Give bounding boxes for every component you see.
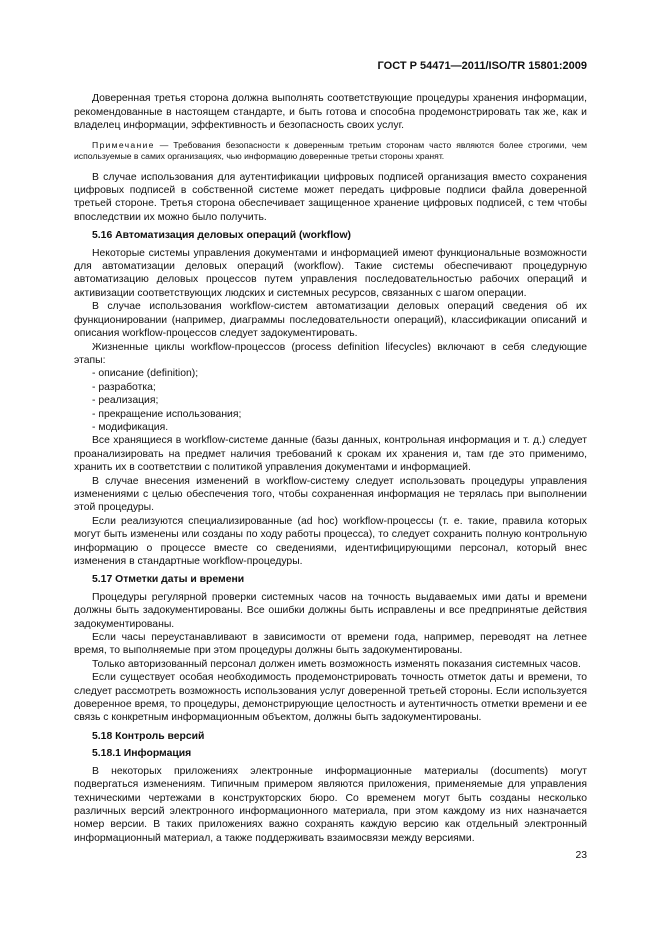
note-text: — Требования безопасности к доверенным третьим сторонам часто являются более строгими, чем используемые в самих организациях, чью информацию доверенные третьи стороны хранят. [74,139,587,162]
paragraph: В некоторых приложениях электронные информационные материалы (documents) могут подвергаться изменениям. Типичным примером являются приложения, применяемые для управления техническими чертежами в конструкторских бюро. Со временем могут быть созданы несколько различных версий электронного информационного материала, при этом каждому из них назначается номер версии. В таких приложениях важно сохранять каждую версию как отдельный электронный информационный материал, а также поддерживать взаимосвязи между версиями. [74,765,587,844]
subsection-heading-5-18-1: 5.18.1 Информация [92,748,192,760]
paragraph: В случае внесения изменений в workflow-систему следует использовать процедуры управления изменениями с целью обеспечения того, чтобы сохраненная информация не терялась при выполнении этой процедуры. [74,475,587,514]
paragraph: Только авторизованный персонал должен иметь возможность изменять показания системных часов. [92,658,581,670]
paragraph: Если часы переустанавливают в зависимости от времени года, например, переводят на летнее время, то выполняемые при этом процедуры должны быть задокументированы. [74,632,587,657]
section-heading-5-16: 5.16 Автоматизация деловых операций (workflow) [92,230,351,242]
paragraph: Жизненные циклы workflow-процессов (process definition lifecycles) включают в себя следующие этапы: [74,341,587,366]
list-item: - модификация. [92,421,169,433]
paragraph: Если реализуются специализированные (ad hoc) workflow-процессы (т. е. такие, правила которых могут быть изменены или созданы по ходу работы процесса), то следует сохранить полную контрольную информацию о процессе вместе со сведениями, идентифицирующими персонал, который внес изменения в стандартные workflow-процедуры. [74,515,587,567]
document-header: ГОСТ Р 54471—2011/ISO/TR 15801:2009 [377,60,587,72]
paragraph: Доверенная третья сторона должна выполнять соответствующие процедуры хранения информации, рекомендованные в настоящем стандарте, и быть готова и способна продемонстрировать так же, как и владелец информации, эффективность и безопасность своих услуг. [74,93,587,132]
note [74,140,587,163]
paragraph: В случае использования для аутентификации цифровых подписей организация вместо сохранения цифровых подписей в собственной системе может передать цифровые подписи файла доверенной третьей стороне. Третья сторона обеспечивает защищенное хранение цифровых подписей, с тем чтобы впоследствии их можно было получить. [74,171,587,223]
list-item: - прекращение использования; [92,408,242,420]
list-item: - разработка; [92,381,156,393]
paragraph: Все хранящиеся в workflow-системе данные (базы данных, контрольная информация и т. д.) следует проанализировать на предмет наличия требований к срокам их хранения и, там где это применимо, хранить их в соответствии с политикой управления документами и информацией. [74,435,587,474]
list-item: - описание (definition); [92,368,199,380]
paragraph: Некоторые системы управления документами и информацией имеют функциональные возможности для автоматизации деловых операций (workflow). Такие системы обеспечивают процедурную автоматизацию деловых процессов путем управления последовательностью рабочих операций и активизации соответствующих людских и системных ресурсов, связанных с шагом операции. [74,247,587,299]
paragraph: Если существует особая необходимость продемонстрировать точность отметок даты и времени, то следует рассмотреть возможность использования услуг доверенной третьей стороны. Если используется доверенное время, то процедуры, демонстрирующие целостность и аутентичность отметки времени и ее связь с конкретным информационным объектом, должны быть задокументированы. [74,672,587,724]
paragraph: Процедуры регулярной проверки системных часов на точность выдаваемых ими даты и времени должны быть задокументированы. Все ошибки должны быть исправлены и все предпринятые действия задокументированы. [74,591,587,630]
note-lead: Примечание [92,139,155,150]
paragraph: В случае использования workflow-систем автоматизации деловых операций сведения об их функционировании (например, диаграммы последовательности операций), классификации описаний и описания workflow-процессов следует задокументировать. [74,301,587,340]
page-number: 23 [575,850,587,861]
list-item: - реализация; [92,395,159,407]
section-heading-5-17: 5.17 Отметки даты и времени [92,574,245,586]
section-heading-5-18: 5.18 Контроль версий [92,730,205,742]
